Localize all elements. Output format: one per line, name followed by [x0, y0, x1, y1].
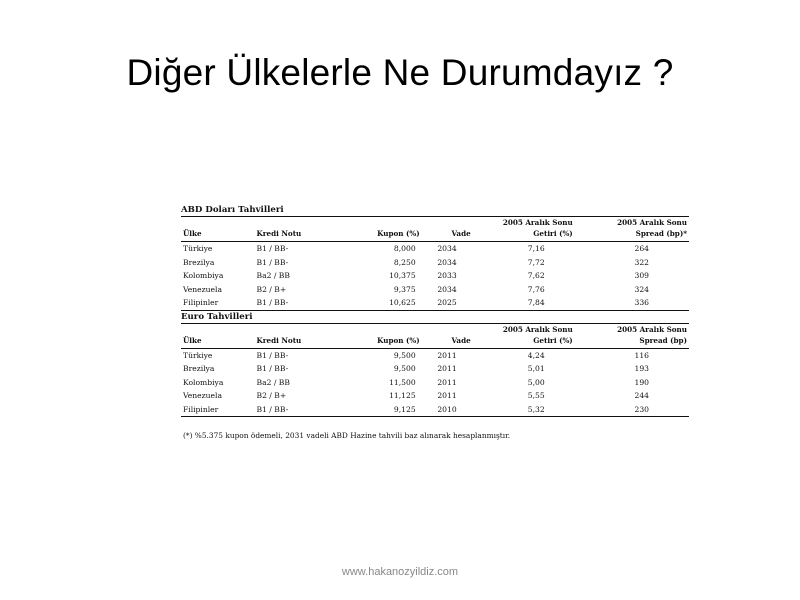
- table-footnote: (*) %5.375 kupon ödemeli, 2031 vadeli ABD Hazine tahvili baz alınarak hesaplanmıştır.: [183, 431, 511, 440]
- column-header: Vade: [420, 324, 471, 349]
- table-cell: B1 / BB-: [256, 364, 289, 373]
- table-cell: 10,625: [348, 296, 419, 310]
- table-cell: 190: [634, 377, 649, 387]
- table-cell: 11,500: [389, 377, 416, 387]
- table-cell: 264: [634, 244, 649, 253]
- table-row: [181, 348, 689, 362]
- table-cell: 322: [634, 257, 649, 267]
- table-row: [181, 283, 689, 297]
- table-cell: B2 / B+: [256, 391, 287, 400]
- table-cell: 9,375: [393, 284, 416, 294]
- table-cell: 193: [634, 364, 649, 373]
- table-cell: 5,55: [527, 391, 545, 400]
- table-cell: B1 / BB-: [256, 257, 289, 267]
- table-cell: B1 / BB-: [256, 296, 348, 310]
- table-cell: 2034: [437, 244, 457, 253]
- table-row: [181, 256, 689, 270]
- table-cell: Brezilya: [183, 364, 215, 373]
- column-header: 2005 Aralık Sonu Spread (bp)*: [575, 217, 689, 242]
- eur-bonds-table: [181, 324, 689, 418]
- column-header: 2005 Aralık Sonu Getiri (%): [471, 324, 575, 349]
- table-cell: 309: [634, 271, 649, 280]
- table-row: [181, 269, 689, 283]
- table-cell: 5,01: [527, 364, 545, 373]
- table-row: [181, 376, 689, 390]
- column-header: 2005 Aralık Sonu Getiri (%): [471, 217, 575, 242]
- usd-section-title: ABD Doları Tahvilleri: [181, 204, 689, 217]
- table-row: [181, 296, 689, 310]
- bond-comparison-table: [181, 204, 689, 440]
- table-cell: 336: [575, 296, 689, 310]
- table-cell: 2034: [437, 257, 457, 267]
- table-cell: 2034: [437, 284, 457, 294]
- column-header: Kupon (%): [348, 217, 419, 242]
- table-cell: 324: [634, 284, 649, 294]
- table-cell: 2011: [437, 364, 457, 373]
- table-row: [181, 362, 689, 376]
- table-cell: Filipinler: [181, 403, 256, 417]
- column-header: Kredi Notu: [256, 217, 348, 242]
- table-cell: Ba2 / BB: [256, 271, 290, 280]
- table-cell: 9,500: [393, 364, 416, 373]
- table-cell: 7,84: [471, 296, 575, 310]
- table-cell: 11,125: [389, 391, 416, 400]
- table-cell: Venezuela: [183, 284, 223, 294]
- table-row: [181, 389, 689, 403]
- table-cell: 244: [634, 391, 649, 400]
- column-header: 2005 Aralık Sonu Spread (bp): [575, 324, 689, 349]
- table-cell: 230: [575, 403, 689, 417]
- table-cell: 5,32: [471, 403, 575, 417]
- table-cell: 4,24: [527, 350, 545, 360]
- footer-url: www.hakanozyildiz.com: [341, 566, 459, 578]
- table-cell: Kolombiya: [183, 377, 224, 387]
- table-cell: Türkiye: [183, 350, 213, 360]
- table-cell: Türkiye: [183, 244, 213, 253]
- column-header: Kredi Notu: [256, 324, 348, 349]
- table-header-row: [181, 324, 689, 349]
- table-cell: Brezilya: [183, 257, 215, 267]
- column-header: Vade: [420, 217, 471, 242]
- table-cell: Ba2 / BB: [256, 377, 290, 387]
- table-cell: 2033: [437, 271, 457, 280]
- table-cell: B1 / BB-: [256, 244, 289, 253]
- table-cell: 2025: [420, 296, 471, 310]
- column-header: Kupon (%): [348, 324, 419, 349]
- table-cell: 9,125: [348, 403, 419, 417]
- table-cell: 116: [634, 350, 649, 360]
- table-cell: 8,250: [393, 257, 416, 267]
- table-cell: 7,72: [527, 257, 545, 267]
- table-cell: 7,16: [527, 244, 545, 253]
- table-cell: Kolombiya: [183, 271, 224, 280]
- table-cell: B1 / BB-: [256, 350, 289, 360]
- table-cell: 2011: [437, 377, 457, 387]
- table-header-row: [181, 217, 689, 242]
- slide-title: Diğer Ülkelerle Ne Durumdayız ?: [126, 52, 674, 93]
- table-cell: 2010: [420, 403, 471, 417]
- eur-section-title: Euro Tahvilleri: [181, 311, 689, 324]
- table-cell: Venezuela: [183, 391, 223, 400]
- table-row: [181, 242, 689, 256]
- usd-bonds-table: [181, 217, 689, 311]
- table-cell: 5,00: [527, 377, 545, 387]
- column-header: Ülke: [181, 217, 256, 242]
- table-cell: 8,000: [393, 244, 416, 253]
- table-row: [181, 403, 689, 417]
- table-cell: 9,500: [393, 350, 416, 360]
- table-cell: 2011: [437, 391, 457, 400]
- table-cell: B2 / B+: [256, 284, 287, 294]
- table-cell: Filipinler: [181, 296, 256, 310]
- table-cell: 10,375: [389, 271, 416, 280]
- table-cell: 7,76: [527, 284, 545, 294]
- table-cell: B1 / BB-: [256, 403, 348, 417]
- table-cell: 7,62: [527, 271, 545, 280]
- column-header: Ülke: [181, 324, 256, 349]
- table-cell: 2011: [437, 350, 457, 360]
